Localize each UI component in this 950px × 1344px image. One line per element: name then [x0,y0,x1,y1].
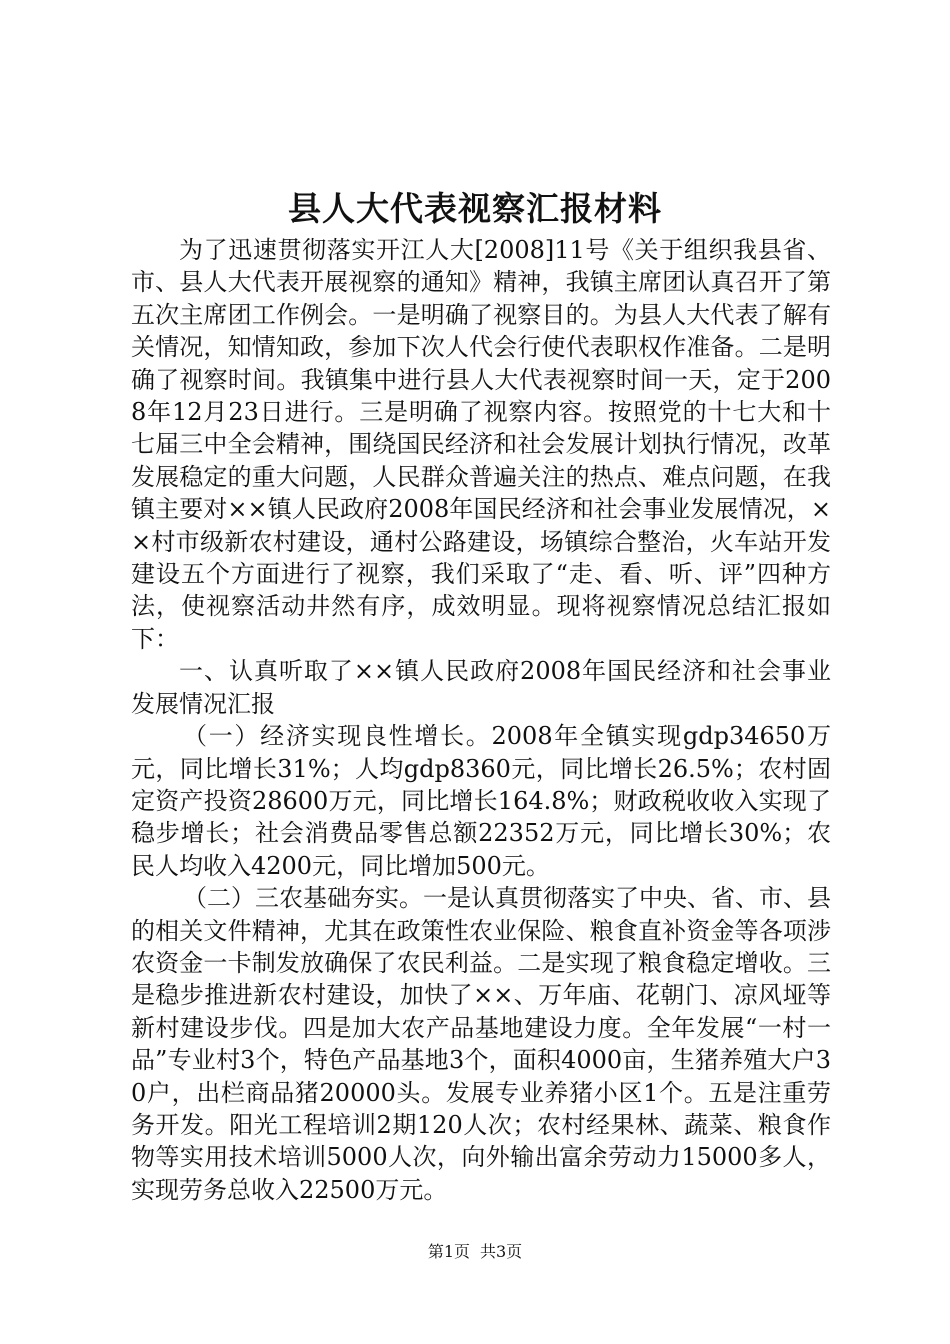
paragraph-intro: 为了迅速贯彻落实开江人大[2008]11号《关于组织我县省、市、县人大代表开展视察的通知》精神，我镇主席团认真召开了第五次主席团工作例会。一是明确了视察目的。为县人大代表了解有关情况，知情知政，参加下次人代会行使代表职权作准备。二是明确了视察时间。我镇集中进行县人大代表视察时间一天，定于2008年12月23日进行。三是明确了视察内容。按照党的十七大和十七届三中全会精神，围绕国民经济和社会发展计划执行情况，改革发展稳定的重大问题，人民群众普遍关注的热点、难点问题，在我镇主要对××镇人民政府2008年国民经济和社会事业发展情况，××村市级新农村建设，通村公路建设，场镇综合整治，火车站开发建设五个方面进行了视察，我们采取了“走、看、听、评”四种方法，使视察活动井然有序，成效明显。现将视察情况总结汇报如下： [131,236,831,653]
page-total: 共3页 [480,1242,523,1261]
paragraph-agriculture: （二）三农基础夯实。一是认真贯彻落实了中央、省、市、县的相关文件精神，尤其在政策性农业保险、粮食直补资金等各项涉农资金一卡制发放确保了农民利益。二是实现了粮食稳定增收。三是稳步推进新农村建设，加快了××、万年庙、花朝门、凉风垭等新村建设步伐。四是加大农产品基地建设力度。全年发展“一村一品”专业村3个，特色产品基地3个，面积4000亩，生猪养殖大户30户，出栏商品猪20000头。发展专业养猪小区1个。五是注重劳务开发。阳光工程培训2期120人次；农村经果林、蔬菜、粮食作物等实用技术培训5000人次，向外输出富余劳动力15000多人，实现劳务总收入22500万元。 [131,884,831,1204]
page-number: 第1页 [427,1242,470,1261]
page-footer [0,1240,950,1264]
paragraph-section-heading: 一、认真听取了××镇人民政府2008年国民经济和社会事业发展情况汇报 [131,657,831,718]
document-body [131,234,831,1206]
document-title: 县人大代表视察汇报材料 [288,189,662,228]
paragraph-economy: （一）经济实现良性增长。2008年全镇实现gdp34650万元，同比增长31%；人均gdp8360元，同比增长26.5%；农村固定资产投资28600万元，同比增长164.8%；财政税收收入实现了稳步增长；社会消费品零售总额22352万元，同比增长30%；农民人均收入4200元，同比增加500元。 [131,722,831,880]
